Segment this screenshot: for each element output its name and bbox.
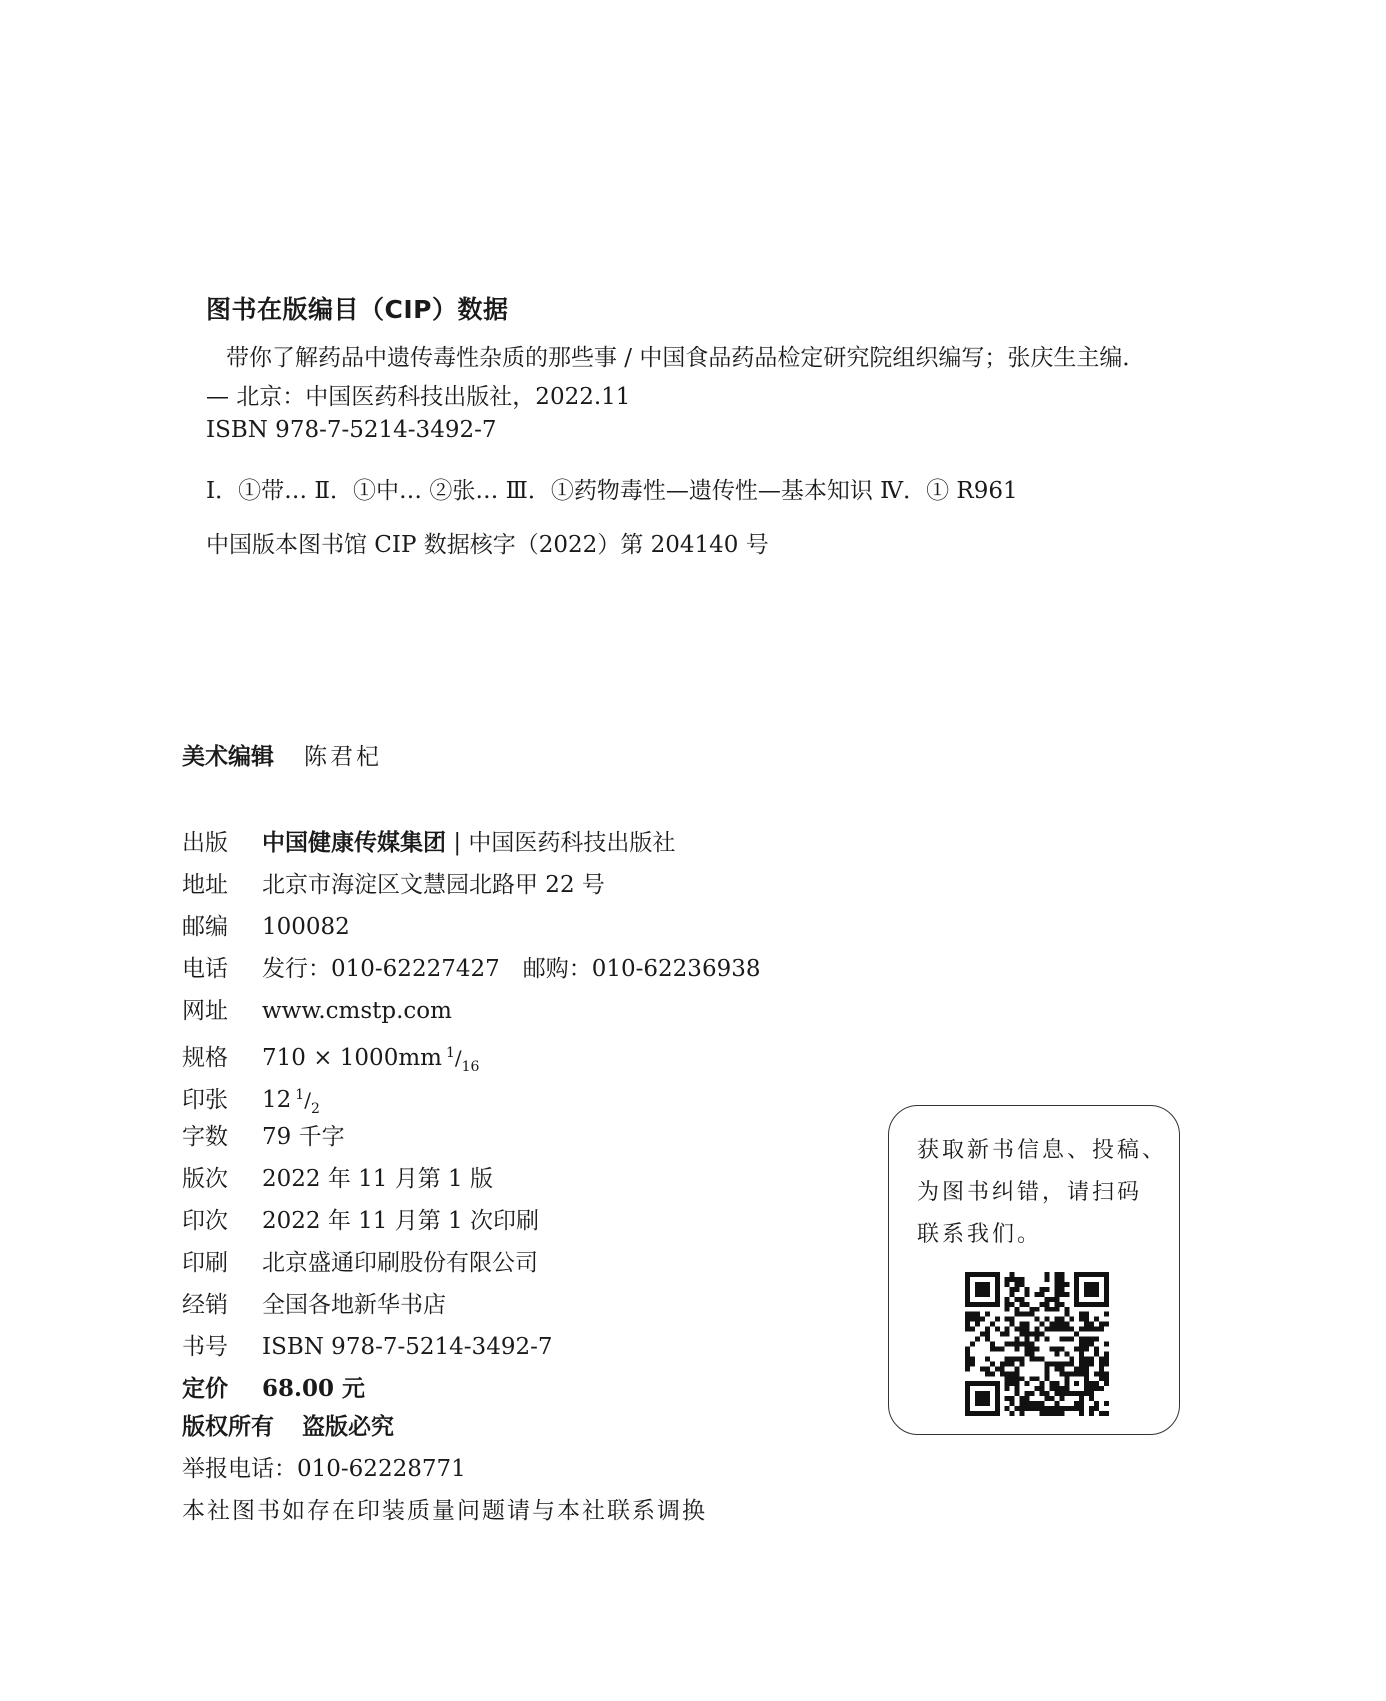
fraction-slash: / bbox=[304, 1088, 311, 1112]
qr-text-line: 为图书纠错，请扫码 bbox=[917, 1180, 1143, 1205]
quality-notice: 本社图书如存在印装质量问题请与本社联系调换 bbox=[182, 1498, 707, 1524]
info-value: 北京市海淀区文慧园北路甲 22 号 bbox=[262, 872, 605, 898]
info-row-format bbox=[182, 1032, 760, 1074]
qr-info-box bbox=[888, 1105, 1180, 1435]
price-value: 68.00 元 bbox=[262, 1375, 366, 1402]
info-label: 网址 bbox=[182, 998, 228, 1024]
qr-text-line: 联系我们。 bbox=[917, 1222, 1043, 1247]
info-label: 印次 bbox=[182, 1208, 228, 1234]
cip-line-record-number: 中国版本图书馆 CIP 数据核字（2022）第 204140 号 bbox=[206, 532, 769, 558]
publisher-group: 中国健康传媒集团 bbox=[262, 829, 446, 856]
fraction-denominator: 2 bbox=[310, 1101, 320, 1117]
cip-line-classification: Ⅰ．①带… Ⅱ．①中… ②张… Ⅲ．①药物毒性—遗传性—基本知识 Ⅳ．① R961 bbox=[206, 478, 1018, 504]
qr-code-icon[interactable] bbox=[965, 1272, 1109, 1416]
info-label: 邮编 bbox=[182, 914, 228, 940]
info-label: 印刷 bbox=[182, 1250, 228, 1276]
info-row-address bbox=[182, 864, 760, 906]
info-value: ISBN 978-7-5214-3492-7 bbox=[262, 1334, 553, 1360]
piracy-text: 盗版必究 bbox=[302, 1414, 394, 1440]
info-row-printer bbox=[182, 1242, 760, 1284]
info-label: 书号 bbox=[182, 1334, 228, 1360]
cip-line-isbn: ISBN 978-7-5214-3492-7 bbox=[206, 417, 497, 443]
fraction-denominator: 16 bbox=[461, 1059, 480, 1075]
info-label: 印张 bbox=[182, 1087, 228, 1113]
info-value: 2022 年 11 月第 1 版 bbox=[262, 1166, 493, 1192]
fraction-slash: / bbox=[454, 1046, 462, 1070]
info-row-price bbox=[182, 1368, 760, 1410]
art-editor-value: 陈君杞 bbox=[304, 744, 382, 770]
art-editor-label: 美术编辑 bbox=[182, 744, 274, 770]
publisher-press: 中国医药科技出版社 bbox=[468, 830, 676, 856]
info-value: 2022 年 11 月第 1 次印刷 bbox=[262, 1208, 539, 1234]
cip-line-title-author: 带你了解药品中遗传毒性杂质的那些事 / 中国食品药品检定研究院组织编写；张庆生主编． bbox=[226, 345, 1146, 371]
info-value: 全国各地新华书店 bbox=[262, 1292, 446, 1318]
info-label: 出版 bbox=[182, 830, 228, 856]
art-editor-row bbox=[182, 738, 382, 771]
info-row-edition bbox=[182, 1158, 760, 1200]
cip-line-publisher: — 北京：中国医药科技出版社，2022.11 bbox=[206, 384, 631, 410]
info-row-isbn bbox=[182, 1326, 760, 1368]
info-label: 经销 bbox=[182, 1292, 228, 1318]
info-row-printing bbox=[182, 1200, 760, 1242]
info-row-distributor bbox=[182, 1284, 760, 1326]
fraction-numerator: 1 bbox=[445, 1045, 455, 1061]
publication-info-list bbox=[182, 822, 760, 1410]
info-row-website bbox=[182, 990, 760, 1032]
info-value: 北京盛通印刷股份有限公司 bbox=[262, 1250, 538, 1276]
info-row-words bbox=[182, 1116, 760, 1158]
info-label: 电话 bbox=[182, 956, 228, 982]
publisher-separator: | bbox=[453, 830, 462, 856]
qr-text-line: 获取新书信息、投稿、 bbox=[917, 1138, 1168, 1163]
info-row-sheets bbox=[182, 1074, 760, 1116]
cip-title: 图书在版编目（CIP）数据 bbox=[206, 295, 509, 324]
copyright-text: 版权所有 bbox=[182, 1414, 274, 1440]
report-phone: 举报电话：010-62228771 bbox=[182, 1456, 466, 1482]
info-label: 字数 bbox=[182, 1124, 228, 1150]
qr-instructions bbox=[917, 1130, 1167, 1256]
info-row-postcode bbox=[182, 906, 760, 948]
fraction-numerator: 1 bbox=[295, 1087, 305, 1103]
info-value: 100082 bbox=[262, 914, 350, 940]
copyright-row bbox=[182, 1408, 394, 1441]
info-value: 79 千字 bbox=[262, 1124, 345, 1150]
info-row-phone bbox=[182, 948, 760, 990]
info-label: 定价 bbox=[182, 1376, 228, 1402]
info-row-publisher bbox=[182, 822, 760, 864]
info-label: 地址 bbox=[182, 872, 228, 898]
info-value: 发行：010-62227427 邮购：010-62236938 bbox=[262, 956, 761, 982]
info-value: 12 bbox=[262, 1087, 292, 1113]
info-value: 710 × 1000mm bbox=[262, 1045, 442, 1071]
info-label: 规格 bbox=[182, 1045, 228, 1071]
info-label: 版次 bbox=[182, 1166, 228, 1192]
info-value: www.cmstp.com bbox=[262, 998, 452, 1024]
